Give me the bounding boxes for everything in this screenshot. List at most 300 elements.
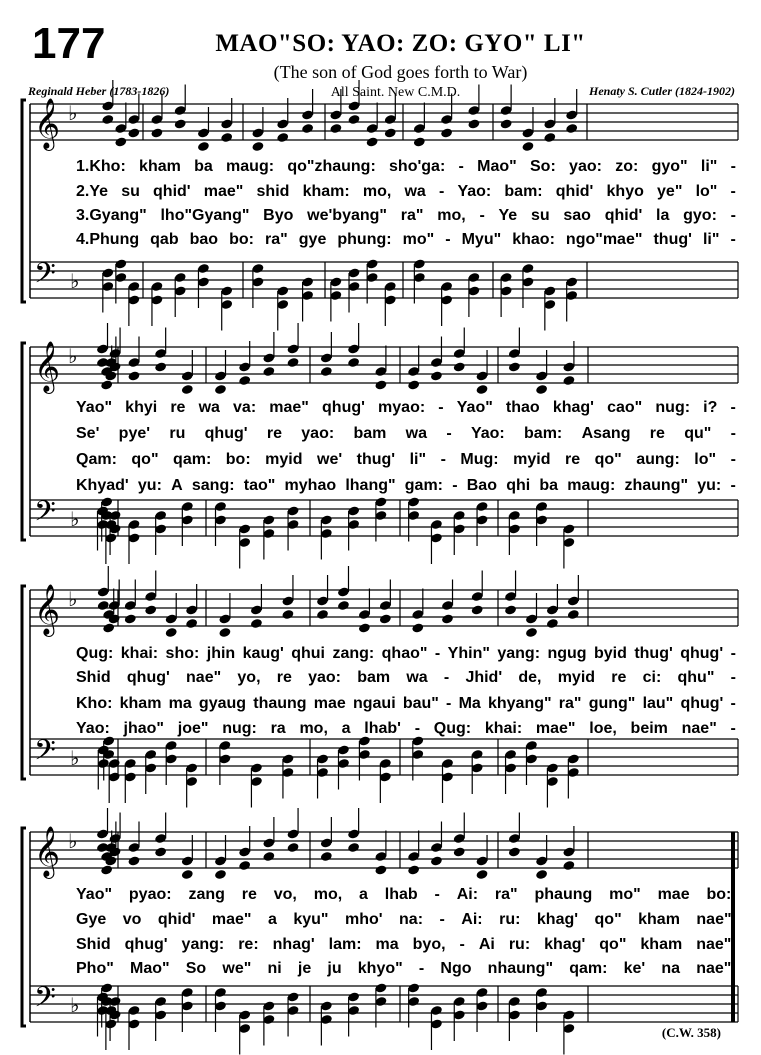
lyric-syllable: re (266, 425, 282, 442)
lyric-syllable: 3.Gyang" (76, 207, 147, 224)
lyric-syllable: Khyad' (76, 477, 129, 494)
lyric-syllable: - (414, 720, 421, 737)
lyric-syllable: wa (404, 183, 426, 200)
treble-note (250, 618, 263, 629)
system-bracket (22, 343, 26, 540)
composer-credit: Henaty S. Cutler (1824-1902) (589, 84, 735, 98)
lyric-syllable: Mao" (129, 960, 170, 977)
lyric-syllable: je (297, 960, 312, 977)
treble-note (565, 123, 578, 134)
treble-note (453, 361, 466, 372)
lyric-line (76, 184, 736, 200)
lyric-syllable: phaung (534, 886, 593, 903)
lyric-syllable: bao (189, 231, 219, 248)
lyric-syllable: li" (702, 231, 720, 248)
lyric-syllable: kham (640, 936, 683, 953)
treble-note (124, 613, 137, 624)
treble-note (535, 384, 548, 395)
lyric-syllable: thaung (253, 695, 307, 712)
treble-note (214, 869, 227, 880)
lyric-syllable: a (341, 720, 351, 737)
tune-name: All Saint. New C.M.D. (330, 85, 461, 100)
lyric-syllable: - (439, 911, 445, 928)
bass-clef-icon: 𝄢 (34, 981, 56, 1021)
lyric-line (76, 887, 736, 903)
lyric-syllable: Yao: (457, 183, 492, 200)
lyric-syllable: kham (139, 158, 181, 175)
key-signature-flat-icon: ♭ (70, 993, 80, 1017)
lyric-syllable: bam: (524, 425, 563, 442)
lyric-syllable: - (440, 451, 446, 468)
treble-note (562, 860, 575, 871)
lyric-syllable: thug' (356, 451, 396, 468)
lyric-syllable: Jhid' (465, 669, 503, 686)
lyric-syllable: lo" (695, 183, 718, 200)
treble-note (476, 384, 489, 395)
lyric-syllable: cao" (607, 399, 643, 416)
lyric-syllable: - (730, 207, 736, 224)
lyric-syllable: yao: (301, 425, 335, 442)
treble-note (316, 609, 329, 620)
hymn-number: 177 (32, 19, 106, 68)
treble-clef-icon: 𝄞 (34, 826, 61, 877)
lyric-syllable: zang: (332, 645, 375, 662)
lyric-syllable: qhug' (204, 425, 248, 442)
bass-clef-icon: 𝄢 (34, 734, 56, 774)
lyric-syllable: thug' (653, 231, 692, 248)
lyric-line (76, 208, 736, 224)
lyric-syllable: na: (399, 911, 424, 928)
lyric-syllable: pye' (118, 425, 151, 442)
lyric-syllable: a (359, 886, 368, 903)
treble-note (347, 357, 360, 368)
lyric-syllable: qam: (173, 451, 212, 468)
key-signature-flat-icon: ♭ (68, 587, 78, 611)
lyric-syllable: we" (222, 960, 252, 977)
lyric-syllable: bam (353, 425, 387, 442)
lyric-syllable: khai: (484, 720, 523, 737)
lyric-syllable: - (443, 669, 450, 686)
author-credit: Reginald Heber (1783-1826) (28, 84, 170, 98)
lyric-syllable: - (730, 183, 736, 200)
lyric-syllable: 4.Phung (76, 231, 140, 248)
lyric-syllable: su (121, 183, 140, 200)
lyric-syllable: nae" (186, 669, 222, 686)
treble-note (525, 627, 538, 638)
lyric-syllable: qhid' (157, 911, 196, 928)
lyric-syllable: - (730, 720, 736, 737)
lyric-syllable: ngo"mae" (565, 231, 643, 248)
lyric-syllable: qo" (594, 451, 622, 468)
lyric-syllable: mae" (203, 183, 244, 200)
treble-note (430, 370, 443, 381)
lyric-syllable: qhid' (555, 183, 594, 200)
lyric-syllable: yao: (308, 669, 341, 686)
lyric-syllable: gyo" (651, 158, 688, 175)
lyric-syllable: lau" (642, 695, 674, 712)
treble-note (287, 842, 300, 853)
treble-note (218, 627, 231, 638)
treble-note (102, 622, 115, 633)
lyric-syllable: nae". (696, 936, 736, 953)
lyric-syllable: qhao" (381, 645, 428, 662)
lyric-syllable: ru: (499, 911, 521, 928)
lyric-syllable: Byo (263, 207, 294, 224)
treble-note (471, 604, 484, 615)
treble-clef-icon: 𝄞 (34, 584, 61, 635)
treble-note (165, 627, 178, 638)
bass-clef-icon: 𝄢 (34, 495, 56, 535)
lyric-line (76, 696, 736, 712)
treble-note (276, 132, 289, 143)
lyric-syllable: Ai: (456, 886, 479, 903)
lyric-syllable: Kho: (76, 695, 113, 712)
lyric-syllable: 2.Ye (76, 183, 109, 200)
treble-note (301, 123, 314, 134)
lyric-syllable: qo"zhaung: (287, 158, 376, 175)
treble-note (467, 118, 480, 129)
lyric-syllable: vo, (273, 886, 297, 903)
lyric-syllable: thug' (634, 645, 673, 662)
lyric-syllable: - (434, 645, 441, 662)
treble-note (508, 361, 521, 372)
lyric-syllable: khyang" (487, 695, 552, 712)
lyric-syllable: - (445, 231, 451, 248)
lyric-syllable: a (267, 911, 277, 928)
treble-note (185, 618, 198, 629)
lyric-syllable: sho'ga: (389, 158, 446, 175)
lyric-syllable: wa (198, 399, 220, 416)
lyric-syllable: beim (630, 720, 668, 737)
lyric-syllable: myhao (284, 477, 337, 494)
lyric-syllable: la (656, 207, 670, 224)
lyric-syllable: yao: (569, 158, 602, 175)
hymnal-reference: (C.W. 358) (661, 1025, 721, 1040)
lyric-syllable: Myu" (461, 231, 502, 248)
lyric-syllable: - (730, 158, 736, 175)
treble-note (281, 609, 294, 620)
lyric-syllable: ba (539, 477, 559, 494)
lyric-syllable: Yao" (76, 886, 113, 903)
lyric-syllable: Yao: (470, 425, 505, 442)
lyric-syllable: ra" (558, 695, 582, 712)
lyric-syllable: loe, (589, 720, 617, 737)
lyric-syllable: - (452, 477, 458, 494)
lyric-syllable: So (185, 960, 207, 977)
lyric-syllable: mo, (313, 886, 343, 903)
lyric-syllable: Ai (478, 936, 495, 953)
lyric-syllable: sho: (165, 645, 200, 662)
lyric-line (76, 670, 736, 686)
lyric-syllable: kham (119, 695, 162, 712)
lyric-syllable: ju (327, 960, 342, 977)
treble-note (407, 379, 420, 390)
lyric-syllable: qhui (291, 645, 325, 662)
lyric-syllable: nae". (696, 911, 736, 928)
lyric-syllable: mae" (269, 399, 309, 416)
lyric-syllable: kaug' (242, 645, 284, 662)
lyric-syllable: ma (168, 695, 192, 712)
lyric-syllable: khai: (120, 645, 159, 662)
treble-note (379, 613, 392, 624)
treble-note (181, 384, 194, 395)
lyric-syllable: Asang (581, 425, 631, 442)
lyric-syllable: - (418, 960, 425, 977)
treble-note (413, 136, 426, 147)
hymn-title: MAO"SO: YAO: ZO: GYO" LI" (215, 30, 586, 57)
lyric-syllable: maug: (226, 158, 275, 175)
lyric-syllable: - (458, 158, 464, 175)
lyric-syllable: - (434, 886, 440, 903)
treble-note (384, 127, 397, 138)
lyric-syllable: - (730, 451, 736, 468)
lyric-syllable: jhin (206, 645, 236, 662)
lyric-syllable: Qug: (433, 720, 472, 737)
lyric-syllable: lho"Gyang" (160, 207, 250, 224)
lyric-syllable: ngug (547, 645, 587, 662)
lyric-syllable: shid (256, 183, 290, 200)
lyric-syllable: li" (700, 158, 718, 175)
lyric-syllable: bau" (402, 695, 439, 712)
lyric-syllable: - (730, 645, 736, 662)
lyric-syllable: li" (409, 451, 427, 468)
treble-note (500, 118, 513, 129)
treble-note (144, 604, 157, 615)
lyric-syllable: bo: (229, 231, 254, 248)
lyric-line (76, 232, 736, 248)
lyric-syllable: zo: (615, 158, 639, 175)
lyric-syllable: Qug: (76, 645, 114, 662)
treble-note (358, 622, 371, 633)
lyric-syllable: re (170, 399, 186, 416)
lyric-syllable: - (438, 183, 445, 200)
lyric-syllable: Ma (458, 695, 481, 712)
treble-note (347, 842, 360, 853)
lyric-syllable: myao: (378, 399, 426, 416)
lyric-syllable: lhab (384, 886, 418, 903)
lyric-syllable: na (661, 960, 681, 977)
treble-note (127, 370, 140, 381)
lyric-syllable: tao" (243, 477, 276, 494)
lyric-syllable: kyu" (293, 911, 329, 928)
lyric-syllable: So: (530, 158, 556, 175)
lyric-syllable: Mao" (477, 158, 517, 175)
lyric-line (76, 937, 736, 953)
treble-note (504, 604, 517, 615)
lyric-syllable: - (730, 669, 736, 686)
lyric-syllable: mo, (299, 720, 328, 737)
lyric-syllable: phung: (337, 231, 392, 248)
treble-note (430, 855, 443, 866)
lyric-syllable: ru: (508, 936, 531, 953)
lyric-syllable: kham: (302, 183, 350, 200)
treble-note (97, 600, 110, 611)
treble-note (101, 114, 114, 125)
lyric-syllable: re (611, 669, 627, 686)
treble-note (567, 609, 580, 620)
lyric-syllable: - (446, 425, 452, 442)
lyric-syllable: jhao" (123, 720, 165, 737)
lyric-syllable: maug: (567, 477, 616, 494)
lyric-syllable: myid (557, 669, 596, 686)
lyric-syllable: mae" (211, 911, 252, 928)
lyric-line (76, 426, 736, 442)
lyric-syllable: mae (313, 695, 346, 712)
lyric-syllable: byo, (412, 936, 446, 953)
lyric-syllable: - (730, 231, 736, 248)
treble-note (127, 855, 140, 866)
lyric-syllable: qhi (506, 477, 531, 494)
treble-note (440, 127, 453, 138)
treble-clef-icon: 𝄞 (34, 341, 61, 392)
lyric-syllable: Bao (466, 477, 497, 494)
lyric-syllable: khag' (544, 936, 586, 953)
lyric-syllable: khag' (536, 911, 579, 928)
system-bracket (22, 828, 26, 1026)
lyric-syllable: mo" (402, 231, 435, 248)
lyric-syllable: bam (357, 669, 391, 686)
lyric-syllable: mo" (609, 886, 641, 903)
lyric-line (76, 721, 736, 737)
treble-note (320, 851, 333, 862)
treble-note (181, 869, 194, 880)
lyric-syllable: yang: (181, 936, 225, 953)
lyric-syllable: Pho" (76, 960, 114, 977)
lyric-syllable: Yhin" (447, 645, 490, 662)
lyric-syllable: ke' (623, 960, 646, 977)
lyric-syllable: ci: (642, 669, 662, 686)
treble-note (411, 622, 424, 633)
lyric-line (76, 646, 736, 662)
lyric-syllable: qhug' (680, 645, 724, 662)
lyric-syllable: gam: (404, 477, 444, 494)
treble-note (238, 375, 251, 386)
lyric-syllable: nug: (222, 720, 257, 737)
lyric-syllable: ma (375, 936, 399, 953)
lyric-syllable: nhag' (272, 936, 315, 953)
lyric-syllable: Yao" (456, 399, 493, 416)
treble-note (100, 379, 113, 390)
lyric-syllable: gung" (588, 695, 636, 712)
lyric-syllable: ra (270, 720, 286, 737)
lyric-syllable: Yao: (76, 720, 110, 737)
lyric-syllable: qhid' (153, 183, 191, 200)
treble-note (441, 613, 454, 624)
treble-clef-icon: 𝄞 (34, 98, 61, 149)
lyric-syllable: re (564, 451, 581, 468)
treble-note (238, 860, 251, 871)
lyric-syllable: khyi (125, 399, 158, 416)
treble-note (347, 114, 360, 125)
treble-note (535, 869, 548, 880)
lyric-syllable: yu: (697, 477, 722, 494)
lyric-line (76, 478, 736, 494)
lyric-syllable: nae" (681, 720, 717, 737)
treble-note (220, 132, 233, 143)
lyric-syllable: Ngo (440, 960, 472, 977)
lyric-syllable: - (479, 207, 485, 224)
treble-note (150, 127, 163, 138)
lyric-syllable: qhid' (604, 207, 643, 224)
lyric-syllable: nae". (696, 960, 736, 977)
treble-note (374, 864, 387, 875)
lyric-syllable: gye (298, 231, 327, 248)
lyric-syllable: khag' (552, 399, 594, 416)
lyric-syllable: khyo (606, 183, 644, 200)
lyric-syllable: zhaung" (624, 477, 689, 494)
lyric-syllable: re (276, 669, 292, 686)
lyric-syllable: ngaui (352, 695, 396, 712)
lyric-line (76, 961, 736, 977)
treble-note (407, 864, 420, 875)
lyric-syllable: lhang" (345, 477, 396, 494)
lyric-syllable: Mug: (460, 451, 499, 468)
lyric-syllable: byid (594, 645, 627, 662)
lyric-syllable: ra" (494, 886, 518, 903)
treble-note (508, 846, 521, 857)
lyric-syllable: ra" (400, 207, 424, 224)
lyric-syllable: ba (194, 158, 213, 175)
treble-note (174, 118, 187, 129)
lyric-syllable: sang: (191, 477, 235, 494)
lyric-syllable: myid (265, 451, 303, 468)
treble-note (329, 123, 342, 134)
lyric-syllable: Ye (498, 207, 518, 224)
treble-note (154, 846, 167, 857)
lyric-syllable: - (730, 399, 736, 416)
lyric-syllable: Ai: (461, 911, 483, 928)
lyric-syllable: - (730, 425, 736, 442)
lyric-syllable: qhug' (124, 936, 168, 953)
treble-note (543, 132, 556, 143)
treble-note (374, 379, 387, 390)
lyric-syllable: Shid (76, 936, 111, 953)
lyric-syllable: nug: (655, 399, 691, 416)
lyric-syllable: gyo: (683, 207, 717, 224)
lyric-syllable: bo: (225, 451, 251, 468)
treble-note (214, 384, 227, 395)
lyric-syllable: ru (169, 425, 186, 442)
lyric-syllable: gyaug (198, 695, 247, 712)
lyric-syllable: we' (317, 451, 343, 468)
lyric-syllable: re (241, 886, 257, 903)
treble-note (287, 357, 300, 368)
treble-note (337, 600, 350, 611)
lyric-syllable: su (530, 207, 550, 224)
lyric-syllable: qhug' (680, 695, 724, 712)
lyric-syllable: ra" (265, 231, 288, 248)
lyric-line (76, 912, 736, 928)
lyric-syllable: Yao" (76, 399, 113, 416)
lyric-syllable: bam: (504, 183, 543, 200)
lyric-syllable: A (171, 477, 183, 494)
lyric-syllable: yu: (137, 477, 162, 494)
key-signature-flat-icon: ♭ (70, 269, 80, 293)
lyric-syllable: kham (638, 911, 680, 928)
treble-note (251, 141, 264, 152)
lyric-syllable: qam: (569, 960, 608, 977)
treble-note (320, 366, 333, 377)
lyric-syllable: sao (563, 207, 591, 224)
lyric-syllable: we'byang" (307, 207, 388, 224)
treble-note (154, 361, 167, 372)
hymn-subtitle: (The son of God goes forth to War) (273, 62, 528, 82)
lyric-syllable: aung: (636, 451, 680, 468)
lyric-syllable: ni (267, 960, 282, 977)
lyric-syllable: lo" (694, 451, 717, 468)
lyric-syllable: nhaung" (487, 960, 554, 977)
lyric-syllable: bo:. (706, 886, 736, 903)
